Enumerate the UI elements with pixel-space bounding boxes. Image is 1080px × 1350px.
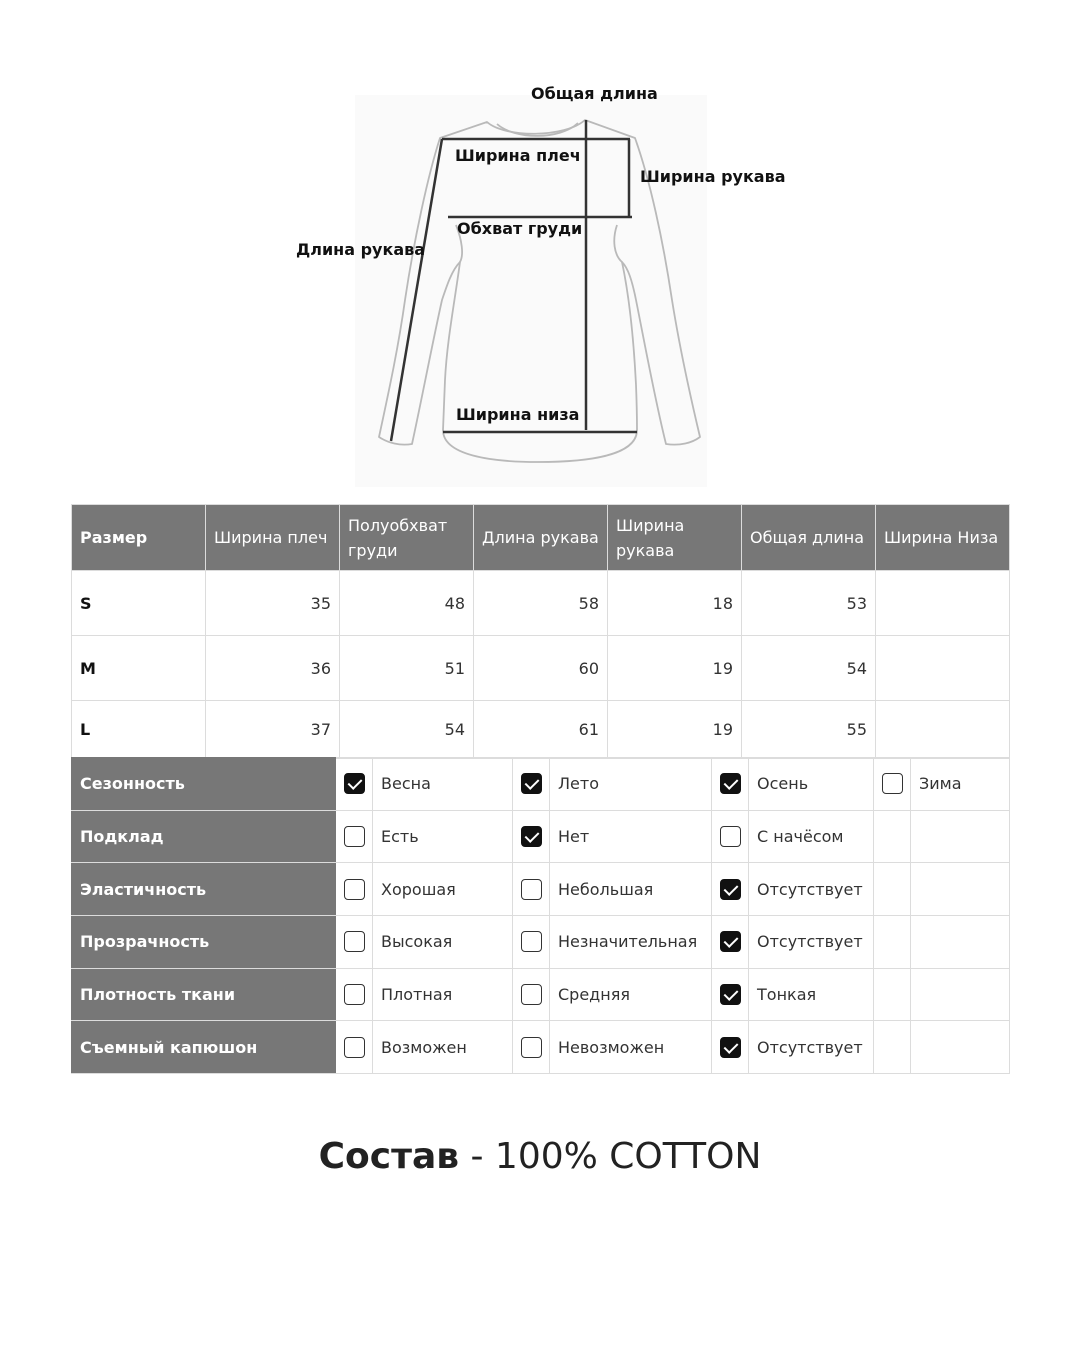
size-chart-table	[71, 504, 1010, 759]
option-label: Высокая	[373, 916, 513, 969]
option-label	[911, 810, 1010, 863]
value-cell: 18	[608, 571, 742, 636]
composition-value: - 100% COTTON	[459, 1136, 762, 1177]
option-label: Хорошая	[373, 863, 513, 916]
value-cell: 53	[742, 571, 876, 636]
value-cell: 60	[474, 636, 608, 701]
chest-label: Обхват груди	[457, 219, 583, 238]
property-row	[72, 863, 1010, 916]
checkbox-cell	[712, 863, 749, 916]
value-cell: 54	[742, 636, 876, 701]
header-sleeve-length: Длина рукава	[474, 505, 608, 571]
option-label	[911, 968, 1010, 1021]
option-label: Тонкая	[749, 968, 874, 1021]
option-label: Зима	[911, 758, 1010, 811]
header-shoulder-width: Ширина плеч	[206, 505, 340, 571]
value-cell: 51	[340, 636, 474, 701]
checkbox-cell	[712, 968, 749, 1021]
checked-checkbox-icon[interactable]	[720, 773, 741, 794]
value-cell: 37	[206, 701, 340, 759]
header-hem-width: Ширина Низа	[876, 505, 1010, 571]
shoulder-width-label: Ширина плеч	[455, 146, 581, 165]
size-table-header-row	[72, 505, 1010, 571]
value-cell: 36	[206, 636, 340, 701]
size-cell: S	[72, 571, 206, 636]
option-label: Незначительная	[550, 916, 712, 969]
checkbox-cell	[513, 810, 550, 863]
unchecked-checkbox-icon[interactable]	[344, 879, 365, 900]
option-label: Весна	[373, 758, 513, 811]
option-label: Невозможен	[550, 1021, 712, 1074]
unchecked-checkbox-icon[interactable]	[344, 826, 365, 847]
value-cell: 61	[474, 701, 608, 759]
unchecked-checkbox-icon[interactable]	[344, 1037, 365, 1058]
checkbox-cell	[513, 1021, 550, 1074]
option-label: Лето	[550, 758, 712, 811]
hem-width-label: Ширина низа	[456, 405, 580, 424]
option-label: С начёсом	[749, 810, 874, 863]
header-half-chest: Полуобхват груди	[340, 505, 474, 571]
checkbox-cell	[513, 968, 550, 1021]
checkbox-cell	[336, 758, 373, 811]
checkbox-cell	[874, 810, 911, 863]
checkbox-cell	[874, 863, 911, 916]
unchecked-checkbox-icon[interactable]	[521, 879, 542, 900]
table-row	[72, 636, 1010, 701]
option-label: Средняя	[550, 968, 712, 1021]
checked-checkbox-icon[interactable]	[521, 773, 542, 794]
value-cell: 58	[474, 571, 608, 636]
sleeve-width-label: Ширина рукава	[640, 167, 786, 186]
option-label	[911, 1021, 1010, 1074]
unchecked-checkbox-icon[interactable]	[720, 826, 741, 847]
option-label: Небольшая	[550, 863, 712, 916]
property-name: Подклад	[72, 810, 336, 863]
value-cell: 35	[206, 571, 340, 636]
checked-checkbox-icon[interactable]	[720, 931, 741, 952]
option-label: Отсутствует	[749, 916, 874, 969]
unchecked-checkbox-icon[interactable]	[521, 984, 542, 1005]
option-label: Возможен	[373, 1021, 513, 1074]
value-cell: 19	[608, 701, 742, 759]
sleeve-length-label: Длина рукава	[296, 240, 426, 259]
unchecked-checkbox-icon[interactable]	[521, 1037, 542, 1058]
checkbox-cell	[874, 758, 911, 811]
option-label: Отсутствует	[749, 1021, 874, 1074]
composition-key: Состав	[318, 1136, 460, 1177]
header-size: Размер	[72, 505, 206, 571]
composition-line	[0, 1136, 1080, 1177]
checked-checkbox-icon[interactable]	[720, 984, 741, 1005]
option-label: Отсутствует	[749, 863, 874, 916]
checkbox-cell	[336, 1021, 373, 1074]
checkbox-cell	[712, 758, 749, 811]
value-cell: 48	[340, 571, 474, 636]
header-sleeve-width: Ширина рукава	[608, 505, 742, 571]
size-cell: M	[72, 636, 206, 701]
value-cell: 54	[340, 701, 474, 759]
checkbox-cell	[874, 968, 911, 1021]
table-row	[72, 701, 1010, 759]
header-total-length: Общая длина	[742, 505, 876, 571]
table-row	[72, 571, 1010, 636]
unchecked-checkbox-icon[interactable]	[344, 931, 365, 952]
option-label: Нет	[550, 810, 712, 863]
checkbox-cell	[874, 916, 911, 969]
property-row	[72, 1021, 1010, 1074]
option-label	[911, 916, 1010, 969]
checkbox-cell	[513, 916, 550, 969]
properties-table	[71, 757, 1010, 1074]
unchecked-checkbox-icon[interactable]	[882, 773, 903, 794]
checkbox-cell	[336, 810, 373, 863]
checked-checkbox-icon[interactable]	[344, 773, 365, 794]
property-name: Съемный капюшон	[72, 1021, 336, 1074]
checkbox-cell	[712, 916, 749, 969]
property-name: Сезонность	[72, 758, 336, 811]
checkbox-cell	[513, 758, 550, 811]
option-label: Есть	[373, 810, 513, 863]
checkbox-cell	[336, 916, 373, 969]
checkbox-cell	[336, 968, 373, 1021]
property-name: Эластичность	[72, 863, 336, 916]
value-cell: 55	[742, 701, 876, 759]
value-cell: 19	[608, 636, 742, 701]
value-cell	[876, 701, 1010, 759]
checked-checkbox-icon[interactable]	[521, 826, 542, 847]
property-row	[72, 968, 1010, 1021]
checkbox-cell	[712, 1021, 749, 1074]
measurement-diagram	[0, 0, 1080, 495]
property-row	[72, 916, 1010, 969]
option-label: Плотная	[373, 968, 513, 1021]
option-label	[911, 863, 1010, 916]
property-row	[72, 810, 1010, 863]
property-name: Плотность ткани	[72, 968, 336, 1021]
unchecked-checkbox-icon[interactable]	[344, 984, 365, 1005]
checked-checkbox-icon[interactable]	[720, 879, 741, 900]
value-cell	[876, 571, 1010, 636]
checkbox-cell	[513, 863, 550, 916]
total-length-label: Общая длина	[531, 84, 658, 103]
property-row	[72, 758, 1010, 811]
size-cell: L	[72, 701, 206, 759]
option-label: Осень	[749, 758, 874, 811]
property-name: Прозрачность	[72, 916, 336, 969]
checkbox-cell	[874, 1021, 911, 1074]
checkbox-cell	[336, 863, 373, 916]
unchecked-checkbox-icon[interactable]	[521, 931, 542, 952]
checkbox-cell	[712, 810, 749, 863]
checked-checkbox-icon[interactable]	[720, 1037, 741, 1058]
value-cell	[876, 636, 1010, 701]
